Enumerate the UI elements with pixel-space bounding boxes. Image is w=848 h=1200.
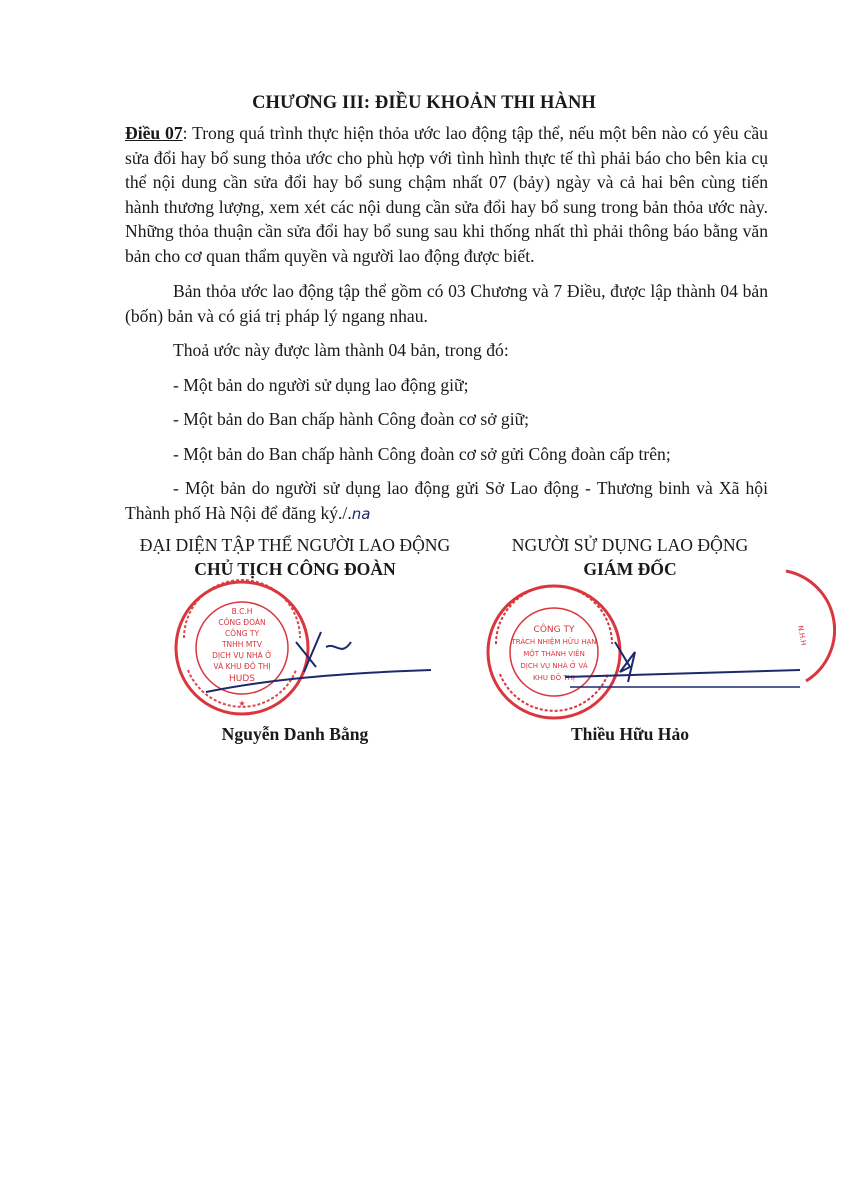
copy-item: - Một bản do người sử dụng lao động giữ;: [173, 374, 469, 395]
svg-text:CÔNG ĐOÀN: CÔNG ĐOÀN: [218, 618, 266, 627]
svg-text:DỊCH VỤ NHÀ Ở: DỊCH VỤ NHÀ Ở: [212, 651, 272, 660]
svg-text:TNHH MTV: TNHH MTV: [221, 640, 263, 649]
representative-label: NGƯỜI SỬ DỤNG LAO ĐỘNG: [511, 535, 749, 555]
svg-text:B.C.H: B.C.H: [231, 607, 253, 616]
svg-text:MỘT THÀNH VIÊN: MỘT THÀNH VIÊN: [523, 650, 585, 658]
role-label: CHỦ TỊCH CÔNG ĐOÀN: [194, 559, 396, 579]
document-body: [125, 121, 768, 526]
article-text: : Trong quá trình thực hiện thỏa ước lao động tập thể, nếu một bên nào có yêu cầu sửa đổi hay bổ sung thỏa ước cho phù hợp với tình hình thực tế thì phải báo cho bên kia cụ thể nội dung cần sửa đổi hay bổ sung chậm nhất 07 (bảy) ngày và cả hai bên cùng tiến hành thương lượng, xem xét các nội dung cần sửa đổi hay bổ sung trong bản thỏa ước này. Những thỏa thuận cần sửa đổi hay bổ sung sau khi thống nhất thì phải thông báo bằng văn bản cho cơ quan thẩm quyền và người lao động được biết.: [125, 123, 768, 266]
svg-text:TRÁCH NHIỆM HỮU HẠN: TRÁCH NHIỆM HỮU HẠN: [511, 638, 597, 646]
signer-name-left: Nguyễn Danh Bằng: [221, 724, 369, 744]
svg-text:N.H.H: N.H.H: [796, 624, 808, 647]
copy-item: - Một bản do Ban chấp hành Công đoàn cơ sở giữ;: [173, 409, 530, 429]
svg-text:VÀ KHU ĐÔ THỊ: VÀ KHU ĐÔ THỊ: [213, 662, 271, 671]
copy-item: [125, 476, 768, 526]
edge-seal: [776, 566, 836, 686]
signature-left: [196, 612, 436, 712]
copy-item: - Một bản do Ban chấp hành Công đoàn cơ sở gửi Công đoàn cấp trên;: [173, 443, 671, 464]
article-paragraph: [125, 121, 768, 268]
signature-block-employees: [120, 533, 470, 581]
role-label: GIÁM ĐỐC: [583, 559, 677, 579]
signature-right: [560, 632, 810, 702]
svg-text:KHU ĐÔ THỊ: KHU ĐÔ THỊ: [533, 674, 575, 682]
svg-text:HUDS: HUDS: [229, 674, 255, 684]
handwritten-initials: na: [351, 504, 371, 523]
chapter-title: CHƯƠNG III: ĐIỀU KHOẢN THI HÀNH: [252, 93, 596, 113]
copies-intro: Thoả ước này được làm thành 04 bản, trong đó:: [173, 340, 509, 360]
copy-item-text: - Một bản do người sử dụng lao động gửi Sở Lao động - Thương binh và Xã hội Thành phố Hà Nội để đăng ký./.: [125, 478, 768, 523]
svg-text:DỊCH VỤ NHÀ Ở VÀ: DỊCH VỤ NHÀ Ở VÀ: [520, 662, 588, 670]
svg-text:CÔNG TY: CÔNG TY: [224, 629, 260, 638]
svg-text:★: ★: [238, 699, 246, 708]
article-label: Điều 07: [125, 123, 183, 143]
signature-block-employer: [480, 533, 780, 581]
signer-name-right: Thiều Hữu Hảo: [570, 724, 690, 744]
svg-text:CÔNG TY: CÔNG TY: [533, 625, 575, 635]
representative-label: ĐẠI DIỆN TẬP THỂ NGƯỜI LAO ĐỘNG: [139, 535, 451, 555]
chapters-paragraph: Bản thỏa ước lao động tập thể gồm có 03 Chương và 7 Điều, được lập thành 04 bản (bốn) bản và có giá trị pháp lý ngang nhau.: [125, 281, 768, 326]
